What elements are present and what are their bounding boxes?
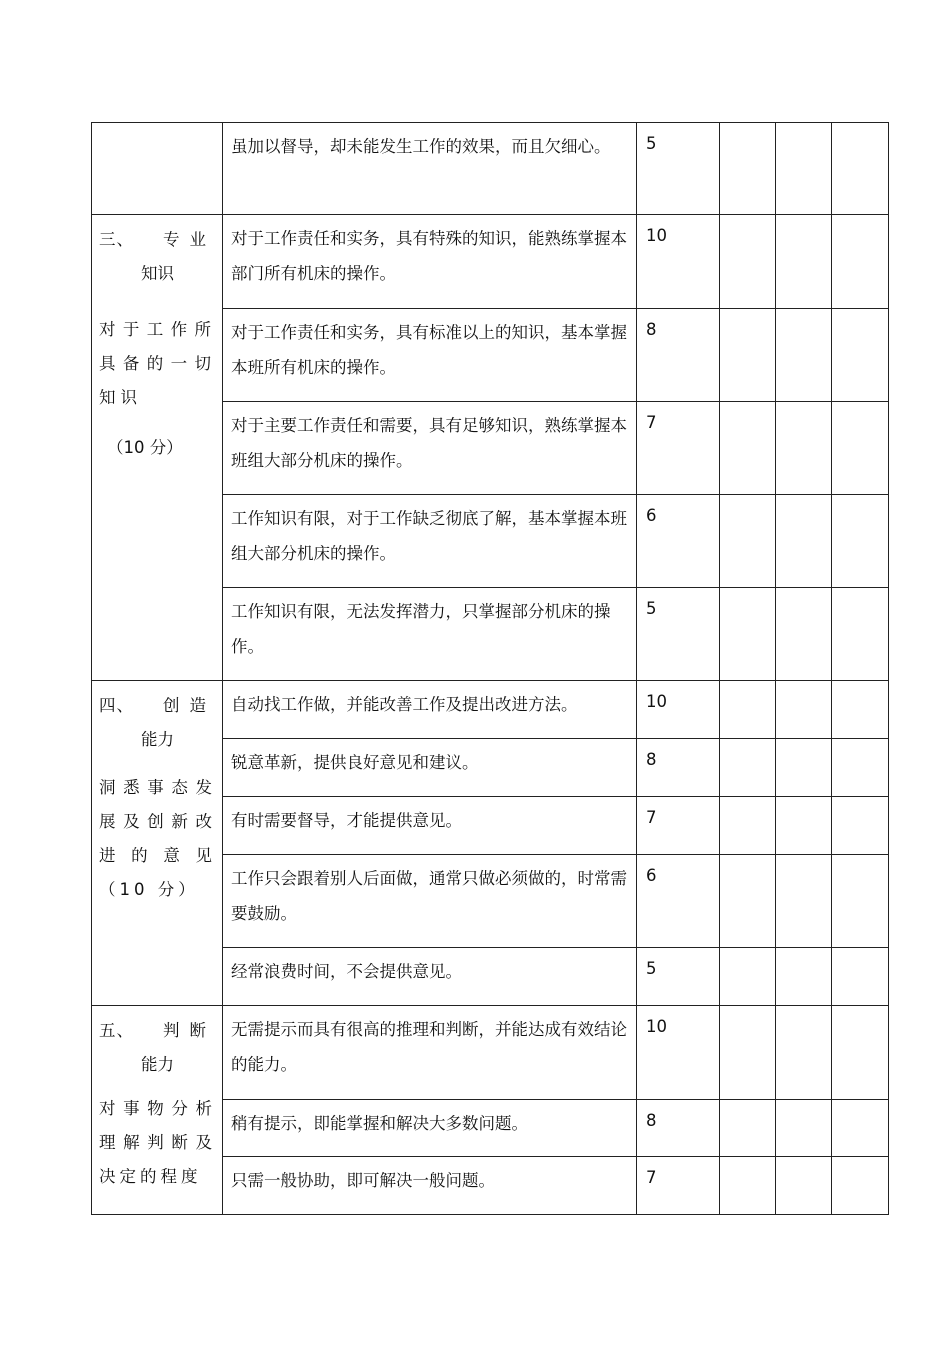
rating-cell[interactable]	[832, 588, 889, 681]
category-cell-empty	[92, 123, 223, 215]
rating-cell[interactable]	[832, 948, 889, 1006]
rating-cell[interactable]	[776, 739, 832, 797]
criterion-description: 对于工作责任和实务，具有标准以上的知识，基本掌握本班所有机床的操作。	[223, 309, 637, 402]
rating-cell[interactable]	[776, 1006, 832, 1100]
rating-cell[interactable]	[776, 123, 832, 215]
category-description: 对于工作所具备的一切知识	[99, 320, 216, 407]
rating-cell[interactable]	[832, 1006, 889, 1100]
category-creativity	[92, 681, 223, 1006]
rating-cell[interactable]	[832, 1100, 889, 1157]
rating-cell[interactable]	[720, 1100, 776, 1157]
criterion-score: 8	[637, 309, 720, 402]
criterion-description: 有时需要督导，才能提供意见。	[223, 797, 637, 855]
rating-cell[interactable]	[720, 681, 776, 739]
rating-cell[interactable]	[776, 215, 832, 309]
rating-cell[interactable]	[720, 495, 776, 588]
rating-cell[interactable]	[832, 739, 889, 797]
criterion-score: 7	[637, 1157, 720, 1215]
category-points: （10 分）	[107, 438, 183, 457]
category-description: 洞悉事态发展及创新改进的意见（10 分）	[99, 778, 216, 899]
rating-cell[interactable]	[720, 1006, 776, 1100]
criterion-score: 7	[637, 402, 720, 495]
category-title-a: 专业	[163, 230, 216, 249]
criterion-score: 6	[637, 855, 720, 948]
category-number: 三、	[99, 230, 134, 249]
rating-cell[interactable]	[832, 855, 889, 948]
criterion-score: 8	[637, 739, 720, 797]
rating-cell[interactable]	[832, 123, 889, 215]
category-title-b: 能力	[141, 1055, 174, 1074]
criterion-score: 10	[637, 681, 720, 739]
criterion-description: 对于主要工作责任和需要，具有足够知识，熟练掌握本班组大部分机床的操作。	[223, 402, 637, 495]
rating-cell[interactable]	[832, 215, 889, 309]
criterion-score: 10	[637, 215, 720, 309]
criterion-description: 工作知识有限，对于工作缺乏彻底了解，基本掌握本班组大部分机床的操作。	[223, 495, 637, 588]
rating-cell[interactable]	[832, 495, 889, 588]
rating-cell[interactable]	[720, 797, 776, 855]
rating-cell[interactable]	[776, 1100, 832, 1157]
rating-cell[interactable]	[776, 402, 832, 495]
category-title-b: 知识	[141, 264, 174, 283]
criterion-score: 10	[637, 1006, 720, 1100]
rating-cell[interactable]	[720, 1157, 776, 1215]
rating-cell[interactable]	[776, 309, 832, 402]
rating-cell[interactable]	[720, 588, 776, 681]
rating-cell[interactable]	[776, 495, 832, 588]
table-row	[92, 215, 889, 309]
evaluation-table	[91, 122, 889, 1215]
rating-cell[interactable]	[776, 681, 832, 739]
criterion-description: 锐意革新，提供良好意见和建议。	[223, 739, 637, 797]
rating-cell[interactable]	[720, 739, 776, 797]
category-description: 对事物分析理解判断及决定的程度	[99, 1099, 216, 1186]
rating-cell[interactable]	[720, 215, 776, 309]
rating-cell[interactable]	[832, 309, 889, 402]
category-judgment	[92, 1006, 223, 1215]
rating-cell[interactable]	[832, 1157, 889, 1215]
criterion-description: 经常浪费时间，不会提供意见。	[223, 948, 637, 1006]
category-number: 五、	[99, 1021, 134, 1040]
rating-cell[interactable]	[776, 948, 832, 1006]
table-row	[92, 681, 889, 739]
category-title-a: 判断	[163, 1021, 216, 1040]
criterion-description: 自动找工作做，并能改善工作及提出改进方法。	[223, 681, 637, 739]
criterion-description: 稍有提示，即能掌握和解决大多数问题。	[223, 1100, 637, 1157]
rating-cell[interactable]	[720, 855, 776, 948]
criterion-score: 5	[637, 588, 720, 681]
criterion-description: 工作只会跟着别人后面做，通常只做必须做的，时常需要鼓励。	[223, 855, 637, 948]
category-knowledge	[92, 215, 223, 681]
criterion-description: 虽加以督导，却未能发生工作的效果，而且欠细心。	[223, 123, 637, 215]
criterion-score: 6	[637, 495, 720, 588]
rating-cell[interactable]	[832, 681, 889, 739]
rating-cell[interactable]	[720, 123, 776, 215]
category-number: 四、	[99, 696, 134, 715]
criterion-description: 对于工作责任和实务，具有特殊的知识，能熟练掌握本部门所有机床的操作。	[223, 215, 637, 309]
rating-cell[interactable]	[776, 797, 832, 855]
rating-cell[interactable]	[776, 855, 832, 948]
rating-cell[interactable]	[776, 1157, 832, 1215]
criterion-description: 只需一般协助，即可解决一般问题。	[223, 1157, 637, 1215]
rating-cell[interactable]	[720, 309, 776, 402]
rating-cell[interactable]	[720, 948, 776, 1006]
category-title-b: 能力	[141, 730, 174, 749]
table-row	[92, 123, 889, 215]
rating-cell[interactable]	[776, 588, 832, 681]
criterion-score: 7	[637, 797, 720, 855]
rating-cell[interactable]	[720, 402, 776, 495]
criterion-description: 无需提示而具有很高的推理和判断，并能达成有效结论的能力。	[223, 1006, 637, 1100]
category-title-a: 创造	[163, 696, 216, 715]
rating-cell[interactable]	[832, 402, 889, 495]
rating-cell[interactable]	[832, 797, 889, 855]
criterion-description: 工作知识有限，无法发挥潜力，只掌握部分机床的操作。	[223, 588, 637, 681]
table-row	[92, 1006, 889, 1100]
criterion-score: 5	[637, 123, 720, 215]
criterion-score: 5	[637, 948, 720, 1006]
criterion-score: 8	[637, 1100, 720, 1157]
